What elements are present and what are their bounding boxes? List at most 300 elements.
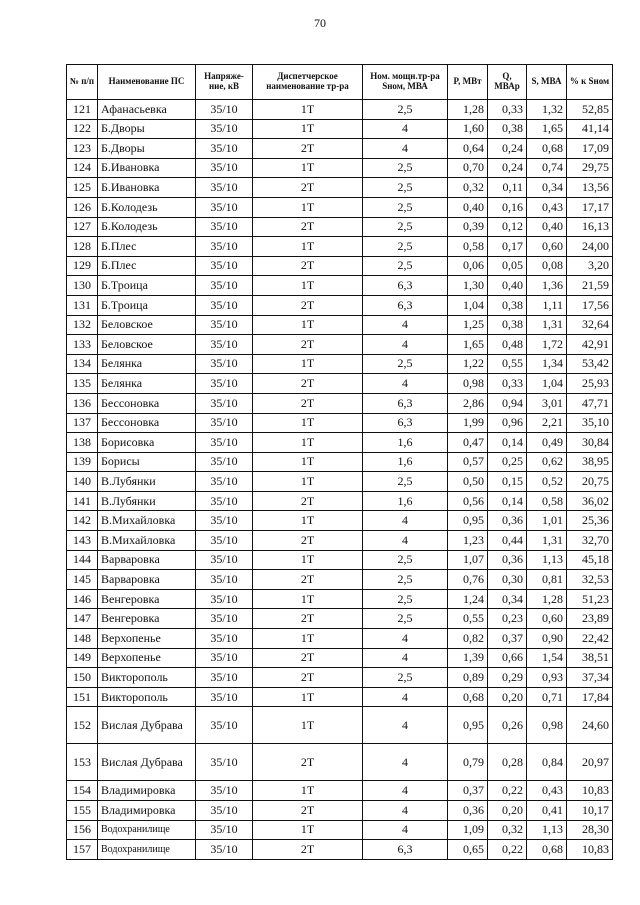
- cell-p: 1,30: [448, 276, 488, 296]
- cell-num: 144: [67, 550, 98, 570]
- cell-voltage: 35/10: [196, 374, 253, 394]
- cell-s: 1,32: [527, 100, 567, 120]
- cell-num: 156: [67, 820, 98, 840]
- header-name: Наименование ПС: [98, 65, 196, 100]
- cell-q: 0,38: [488, 119, 527, 139]
- cell-transformer: 1Т: [253, 100, 363, 120]
- table-row: [67, 413, 613, 433]
- table-row: [67, 393, 613, 413]
- cell-p: 0,36: [448, 801, 488, 821]
- cell-transformer: 1Т: [253, 452, 363, 472]
- cell-nominal-power: 4: [363, 820, 448, 840]
- cell-p: 0,57: [448, 452, 488, 472]
- cell-percent: 20,97: [567, 744, 613, 781]
- cell-percent: 10,83: [567, 781, 613, 801]
- cell-percent: 23,89: [567, 609, 613, 629]
- cell-nominal-power: 2,5: [363, 237, 448, 257]
- cell-nominal-power: 4: [363, 139, 448, 159]
- cell-transformer: 2Т: [253, 335, 363, 355]
- cell-s: 0,71: [527, 687, 567, 707]
- cell-p: 0,32: [448, 178, 488, 198]
- cell-s: 0,49: [527, 433, 567, 453]
- table-row: [67, 452, 613, 472]
- cell-num: 145: [67, 570, 98, 590]
- cell-q: 0,14: [488, 433, 527, 453]
- cell-percent: 47,71: [567, 393, 613, 413]
- cell-q: 0,23: [488, 609, 527, 629]
- table-row: [67, 609, 613, 629]
- cell-transformer: 2Т: [253, 570, 363, 590]
- cell-num: 131: [67, 295, 98, 315]
- cell-transformer: 1Т: [253, 354, 363, 374]
- cell-percent: 52,85: [567, 100, 613, 120]
- cell-p: 1,65: [448, 335, 488, 355]
- table-row: [67, 589, 613, 609]
- cell-percent: 24,60: [567, 707, 613, 744]
- cell-s: 1,36: [527, 276, 567, 296]
- cell-num: 137: [67, 413, 98, 433]
- cell-substation-name: Верхопенье: [98, 629, 196, 649]
- cell-transformer: 2Т: [253, 139, 363, 159]
- cell-num: 142: [67, 511, 98, 531]
- cell-s: 1,54: [527, 648, 567, 668]
- cell-substation-name: Вислая Дубрава: [98, 707, 196, 744]
- cell-voltage: 35/10: [196, 178, 253, 198]
- cell-num: 141: [67, 491, 98, 511]
- cell-q: 0,96: [488, 413, 527, 433]
- cell-s: 0,68: [527, 840, 567, 860]
- cell-transformer: 2Т: [253, 491, 363, 511]
- cell-s: 0,98: [527, 707, 567, 744]
- cell-q: 0,66: [488, 648, 527, 668]
- cell-nominal-power: 4: [363, 687, 448, 707]
- cell-num: 126: [67, 197, 98, 217]
- cell-p: 0,70: [448, 158, 488, 178]
- cell-s: 1,11: [527, 295, 567, 315]
- table-row: [67, 335, 613, 355]
- cell-voltage: 35/10: [196, 197, 253, 217]
- cell-percent: 42,91: [567, 335, 613, 355]
- cell-s: 1,13: [527, 820, 567, 840]
- table-row: [67, 648, 613, 668]
- cell-nominal-power: 4: [363, 648, 448, 668]
- cell-p: 0,89: [448, 668, 488, 688]
- cell-nominal-power: 2,5: [363, 197, 448, 217]
- table-row: [67, 550, 613, 570]
- cell-percent: 25,36: [567, 511, 613, 531]
- cell-percent: 21,59: [567, 276, 613, 296]
- cell-voltage: 35/10: [196, 256, 253, 276]
- cell-q: 0,40: [488, 276, 527, 296]
- cell-voltage: 35/10: [196, 820, 253, 840]
- cell-q: 0,94: [488, 393, 527, 413]
- cell-transformer: 2Т: [253, 648, 363, 668]
- cell-num: 157: [67, 840, 98, 860]
- cell-p: 0,98: [448, 374, 488, 394]
- cell-q: 0,38: [488, 315, 527, 335]
- cell-voltage: 35/10: [196, 589, 253, 609]
- cell-p: 1,60: [448, 119, 488, 139]
- cell-transformer: 1Т: [253, 472, 363, 492]
- cell-substation-name: Водохранилище: [98, 840, 196, 860]
- cell-substation-name: Венгеровка: [98, 589, 196, 609]
- header-voltage: Напряже-ние, кВ: [196, 65, 253, 100]
- cell-transformer: 2Т: [253, 744, 363, 781]
- cell-voltage: 35/10: [196, 139, 253, 159]
- cell-nominal-power: 4: [363, 119, 448, 139]
- cell-substation-name: Вислая Дубрава: [98, 744, 196, 781]
- cell-voltage: 35/10: [196, 100, 253, 120]
- cell-q: 0,20: [488, 687, 527, 707]
- cell-q: 0,26: [488, 707, 527, 744]
- cell-substation-name: Б.Дворы: [98, 139, 196, 159]
- cell-substation-name: Б.Колодезь: [98, 197, 196, 217]
- cell-nominal-power: 2,5: [363, 100, 448, 120]
- cell-nominal-power: 4: [363, 511, 448, 531]
- cell-q: 0,22: [488, 781, 527, 801]
- cell-voltage: 35/10: [196, 354, 253, 374]
- cell-num: 155: [67, 801, 98, 821]
- cell-p: 0,58: [448, 237, 488, 257]
- cell-p: 0,64: [448, 139, 488, 159]
- cell-nominal-power: 2,5: [363, 158, 448, 178]
- cell-p: 1,39: [448, 648, 488, 668]
- cell-transformer: 2Т: [253, 295, 363, 315]
- cell-num: 128: [67, 237, 98, 257]
- cell-voltage: 35/10: [196, 491, 253, 511]
- cell-p: 1,28: [448, 100, 488, 120]
- cell-voltage: 35/10: [196, 609, 253, 629]
- cell-transformer: 1Т: [253, 687, 363, 707]
- header-percent: % к Sном: [567, 65, 613, 100]
- cell-s: 1,04: [527, 374, 567, 394]
- cell-percent: 13,56: [567, 178, 613, 198]
- cell-q: 0,17: [488, 237, 527, 257]
- cell-num: 135: [67, 374, 98, 394]
- cell-q: 0,24: [488, 158, 527, 178]
- cell-s: 0,43: [527, 781, 567, 801]
- cell-nominal-power: 2,5: [363, 217, 448, 237]
- cell-num: 136: [67, 393, 98, 413]
- cell-substation-name: Б.Плес: [98, 237, 196, 257]
- cell-substation-name: Б.Ивановка: [98, 158, 196, 178]
- cell-percent: 22,42: [567, 629, 613, 649]
- cell-percent: 10,17: [567, 801, 613, 821]
- cell-q: 0,34: [488, 589, 527, 609]
- cell-p: 0,37: [448, 781, 488, 801]
- cell-substation-name: Беловское: [98, 315, 196, 335]
- table-row: [67, 197, 613, 217]
- cell-nominal-power: 6,3: [363, 840, 448, 860]
- cell-q: 0,16: [488, 197, 527, 217]
- table-row: [67, 237, 613, 257]
- table-row: [67, 433, 613, 453]
- cell-nominal-power: 2,5: [363, 178, 448, 198]
- table-row: [67, 668, 613, 688]
- cell-percent: 45,18: [567, 550, 613, 570]
- cell-nominal-power: 1,6: [363, 491, 448, 511]
- cell-percent: 41,14: [567, 119, 613, 139]
- cell-q: 0,25: [488, 452, 527, 472]
- cell-percent: 53,42: [567, 354, 613, 374]
- cell-p: 1,23: [448, 531, 488, 551]
- cell-voltage: 35/10: [196, 511, 253, 531]
- cell-num: 153: [67, 744, 98, 781]
- cell-percent: 25,93: [567, 374, 613, 394]
- cell-s: 0,34: [527, 178, 567, 198]
- cell-q: 0,11: [488, 178, 527, 198]
- cell-s: 1,65: [527, 119, 567, 139]
- header-s: S, МВА: [527, 65, 567, 100]
- cell-s: 0,58: [527, 491, 567, 511]
- cell-transformer: 2Т: [253, 256, 363, 276]
- cell-transformer: 2Т: [253, 374, 363, 394]
- table-row: [67, 629, 613, 649]
- cell-p: 2,86: [448, 393, 488, 413]
- cell-p: 1,22: [448, 354, 488, 374]
- cell-voltage: 35/10: [196, 648, 253, 668]
- table-row: [67, 707, 613, 744]
- cell-p: 0,79: [448, 744, 488, 781]
- cell-q: 0,22: [488, 840, 527, 860]
- table-row: [67, 100, 613, 120]
- cell-q: 0,55: [488, 354, 527, 374]
- cell-voltage: 35/10: [196, 801, 253, 821]
- table-row: [67, 158, 613, 178]
- cell-q: 0,20: [488, 801, 527, 821]
- cell-substation-name: Беловское: [98, 335, 196, 355]
- table-row: [67, 119, 613, 139]
- cell-voltage: 35/10: [196, 744, 253, 781]
- cell-s: 0,62: [527, 452, 567, 472]
- cell-nominal-power: 4: [363, 801, 448, 821]
- cell-voltage: 35/10: [196, 217, 253, 237]
- cell-p: 0,95: [448, 707, 488, 744]
- cell-voltage: 35/10: [196, 393, 253, 413]
- cell-s: 0,60: [527, 237, 567, 257]
- header-q: Q, МВАр: [488, 65, 527, 100]
- cell-substation-name: Варваровка: [98, 550, 196, 570]
- cell-voltage: 35/10: [196, 781, 253, 801]
- cell-percent: 51,23: [567, 589, 613, 609]
- cell-nominal-power: 1,6: [363, 452, 448, 472]
- cell-substation-name: Белянка: [98, 374, 196, 394]
- cell-s: 0,08: [527, 256, 567, 276]
- cell-nominal-power: 6,3: [363, 413, 448, 433]
- cell-transformer: 1Т: [253, 781, 363, 801]
- cell-s: 3,01: [527, 393, 567, 413]
- header-num: № п/п: [67, 65, 98, 100]
- cell-substation-name: Б.Ивановка: [98, 178, 196, 198]
- cell-p: 0,55: [448, 609, 488, 629]
- cell-percent: 38,95: [567, 452, 613, 472]
- cell-voltage: 35/10: [196, 335, 253, 355]
- cell-substation-name: В.Лубянки: [98, 491, 196, 511]
- cell-num: 150: [67, 668, 98, 688]
- cell-substation-name: Афанасьевка: [98, 100, 196, 120]
- cell-nominal-power: 4: [363, 374, 448, 394]
- cell-voltage: 35/10: [196, 707, 253, 744]
- cell-num: 149: [67, 648, 98, 668]
- cell-voltage: 35/10: [196, 531, 253, 551]
- cell-voltage: 35/10: [196, 276, 253, 296]
- cell-p: 0,76: [448, 570, 488, 590]
- cell-transformer: 1Т: [253, 589, 363, 609]
- cell-s: 0,52: [527, 472, 567, 492]
- cell-s: 0,43: [527, 197, 567, 217]
- cell-p: 0,06: [448, 256, 488, 276]
- cell-p: 1,25: [448, 315, 488, 335]
- cell-transformer: 1Т: [253, 629, 363, 649]
- cell-s: 1,72: [527, 335, 567, 355]
- cell-s: 0,93: [527, 668, 567, 688]
- cell-nominal-power: 6,3: [363, 276, 448, 296]
- cell-s: 0,40: [527, 217, 567, 237]
- cell-p: 1,99: [448, 413, 488, 433]
- cell-percent: 30,84: [567, 433, 613, 453]
- cell-percent: 24,00: [567, 237, 613, 257]
- cell-s: 1,13: [527, 550, 567, 570]
- cell-num: 151: [67, 687, 98, 707]
- table-body: [67, 100, 613, 860]
- cell-voltage: 35/10: [196, 433, 253, 453]
- cell-voltage: 35/10: [196, 629, 253, 649]
- cell-q: 0,37: [488, 629, 527, 649]
- cell-p: 0,47: [448, 433, 488, 453]
- cell-substation-name: Викторополь: [98, 668, 196, 688]
- cell-num: 138: [67, 433, 98, 453]
- cell-transformer: 2Т: [253, 178, 363, 198]
- table-row: [67, 687, 613, 707]
- cell-s: 0,60: [527, 609, 567, 629]
- table-row: [67, 744, 613, 781]
- cell-nominal-power: 4: [363, 781, 448, 801]
- cell-percent: 3,20: [567, 256, 613, 276]
- cell-num: 133: [67, 335, 98, 355]
- cell-percent: 20,75: [567, 472, 613, 492]
- cell-q: 0,24: [488, 139, 527, 159]
- cell-voltage: 35/10: [196, 158, 253, 178]
- cell-q: 0,12: [488, 217, 527, 237]
- cell-p: 0,95: [448, 511, 488, 531]
- cell-voltage: 35/10: [196, 119, 253, 139]
- cell-transformer: 2Т: [253, 217, 363, 237]
- cell-transformer: 1Т: [253, 433, 363, 453]
- table-row: [67, 781, 613, 801]
- cell-q: 0,30: [488, 570, 527, 590]
- cell-percent: 32,53: [567, 570, 613, 590]
- cell-s: 1,34: [527, 354, 567, 374]
- cell-substation-name: Б.Троица: [98, 276, 196, 296]
- cell-substation-name: Бессоновка: [98, 413, 196, 433]
- substation-load-table: [66, 64, 613, 860]
- cell-substation-name: Водохранилище: [98, 820, 196, 840]
- cell-percent: 16,13: [567, 217, 613, 237]
- table-row: [67, 491, 613, 511]
- cell-substation-name: Владимировка: [98, 781, 196, 801]
- cell-substation-name: Борисовка: [98, 433, 196, 453]
- cell-q: 0,48: [488, 335, 527, 355]
- cell-substation-name: Б.Троица: [98, 295, 196, 315]
- cell-voltage: 35/10: [196, 295, 253, 315]
- cell-nominal-power: 2,5: [363, 589, 448, 609]
- cell-substation-name: Борисы: [98, 452, 196, 472]
- cell-transformer: 2Т: [253, 801, 363, 821]
- cell-q: 0,29: [488, 668, 527, 688]
- cell-substation-name: В.Михайловка: [98, 511, 196, 531]
- cell-nominal-power: 2,5: [363, 256, 448, 276]
- table-row: [67, 531, 613, 551]
- cell-s: 0,68: [527, 139, 567, 159]
- cell-nominal-power: 2,5: [363, 550, 448, 570]
- table-row: [67, 511, 613, 531]
- cell-q: 0,05: [488, 256, 527, 276]
- cell-substation-name: Белянка: [98, 354, 196, 374]
- cell-transformer: 2Т: [253, 531, 363, 551]
- cell-nominal-power: 4: [363, 707, 448, 744]
- cell-s: 0,41: [527, 801, 567, 821]
- cell-percent: 17,09: [567, 139, 613, 159]
- cell-q: 0,33: [488, 374, 527, 394]
- cell-nominal-power: 4: [363, 335, 448, 355]
- cell-nominal-power: 4: [363, 744, 448, 781]
- cell-num: 143: [67, 531, 98, 551]
- cell-num: 139: [67, 452, 98, 472]
- cell-percent: 35,10: [567, 413, 613, 433]
- cell-p: 0,82: [448, 629, 488, 649]
- table-row: [67, 139, 613, 159]
- cell-nominal-power: 1,6: [363, 433, 448, 453]
- cell-substation-name: Б.Колодезь: [98, 217, 196, 237]
- cell-percent: 28,30: [567, 820, 613, 840]
- cell-nominal-power: 6,3: [363, 393, 448, 413]
- cell-num: 132: [67, 315, 98, 335]
- cell-nominal-power: 2,5: [363, 609, 448, 629]
- cell-nominal-power: 2,5: [363, 472, 448, 492]
- cell-nominal-power: 4: [363, 629, 448, 649]
- cell-transformer: 2Т: [253, 393, 363, 413]
- cell-nominal-power: 2,5: [363, 354, 448, 374]
- cell-percent: 37,34: [567, 668, 613, 688]
- cell-voltage: 35/10: [196, 315, 253, 335]
- cell-p: 0,40: [448, 197, 488, 217]
- table-row: [67, 570, 613, 590]
- cell-voltage: 35/10: [196, 237, 253, 257]
- cell-nominal-power: 6,3: [363, 295, 448, 315]
- cell-transformer: 1Т: [253, 237, 363, 257]
- cell-nominal-power: 2,5: [363, 570, 448, 590]
- cell-s: 1,01: [527, 511, 567, 531]
- table-row: [67, 315, 613, 335]
- table-row: [67, 354, 613, 374]
- cell-transformer: 1Т: [253, 197, 363, 217]
- table-row: [67, 178, 613, 198]
- table-row: [67, 256, 613, 276]
- cell-percent: 10,83: [567, 840, 613, 860]
- cell-num: 124: [67, 158, 98, 178]
- table-row: [67, 801, 613, 821]
- cell-voltage: 35/10: [196, 472, 253, 492]
- cell-p: 0,56: [448, 491, 488, 511]
- cell-q: 0,15: [488, 472, 527, 492]
- cell-num: 152: [67, 707, 98, 744]
- cell-s: 1,31: [527, 531, 567, 551]
- cell-transformer: 1Т: [253, 413, 363, 433]
- cell-percent: 17,56: [567, 295, 613, 315]
- cell-transformer: 1Т: [253, 707, 363, 744]
- cell-num: 148: [67, 629, 98, 649]
- cell-substation-name: Б.Плес: [98, 256, 196, 276]
